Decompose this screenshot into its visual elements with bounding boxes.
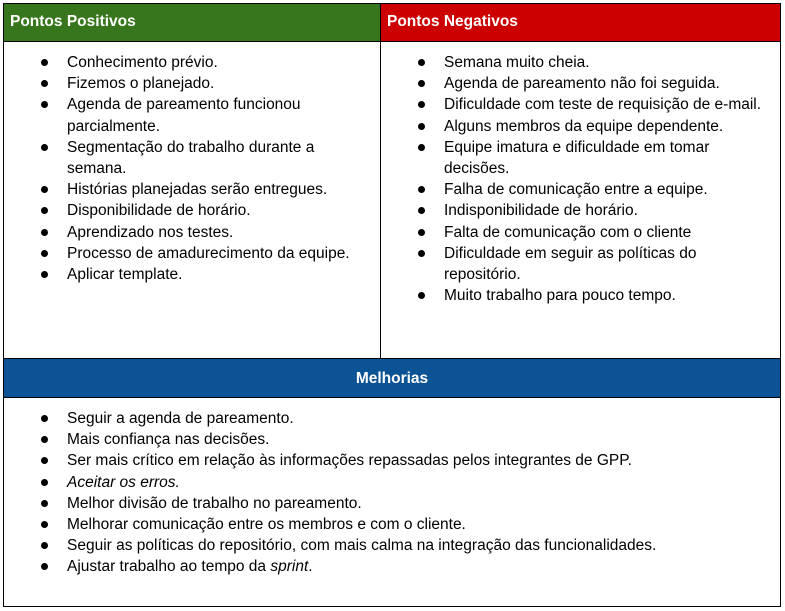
list-item: [4, 200, 380, 221]
list-item-text: Aprendizado nos testes.: [67, 223, 234, 241]
list-item: [381, 179, 780, 200]
bullet-icon: [41, 101, 48, 108]
list-item-text: Falta de comunicação com o cliente: [444, 223, 692, 241]
list-item: [4, 556, 780, 577]
negative-points-cell: [380, 42, 780, 358]
list-item-text: Fizemos o planejado.: [67, 75, 215, 93]
bullet-icon: [41, 542, 48, 549]
list-item: [4, 408, 780, 429]
list-item-text: Histórias planejadas serão entregues.: [67, 181, 328, 199]
list-item: [4, 94, 380, 136]
list-item: [4, 137, 380, 179]
bullet-icon: [41, 207, 48, 214]
list-item-text: Melhor divisão de trabalho no pareamento.: [67, 494, 362, 512]
list-item: [4, 222, 380, 243]
list-item: [4, 73, 380, 94]
list-item: [4, 52, 380, 73]
list-item: [4, 179, 380, 200]
positive-points-header: Pontos Positivos: [4, 4, 380, 42]
list-item-text: Dificuldade em seguir as políticas do repositório.: [444, 244, 697, 284]
positive-points-list: [4, 52, 380, 285]
list-item: [381, 137, 780, 179]
bullet-icon: [418, 59, 425, 66]
list-item: [4, 450, 780, 471]
list-item-text: Agenda de pareamento não foi seguida.: [444, 75, 720, 93]
list-item-text: Processo de amadurecimento da equipe.: [67, 244, 350, 262]
list-item-text: Mais confiança nas decisões.: [67, 431, 270, 449]
bullet-icon: [41, 415, 48, 422]
list-item: [381, 285, 780, 306]
negative-points-header: Pontos Negativos: [380, 4, 780, 42]
bullet-icon: [41, 563, 48, 570]
list-item-text: Alguns membros da equipe dependente.: [444, 117, 724, 135]
bullet-icon: [41, 186, 48, 193]
bullet-icon: [418, 207, 425, 214]
list-item-text: Indisponibilidade de horário.: [444, 202, 638, 220]
positive-points-cell: [4, 42, 380, 358]
bullet-icon: [41, 436, 48, 443]
bullet-icon: [41, 229, 48, 236]
list-item-text-prefix: Ajustar trabalho ao tempo da: [67, 558, 271, 576]
bullet-icon: [41, 271, 48, 278]
bullet-icon: [41, 59, 48, 66]
list-item-text: Seguir as políticas do repositório, com mais calma na integração das funcionalidades.: [67, 537, 657, 555]
list-item: [381, 243, 780, 285]
bullet-icon: [41, 144, 48, 151]
list-item: [4, 493, 780, 514]
bullet-icon: [418, 186, 425, 193]
bullet-icon: [418, 292, 425, 299]
list-item-text: Equipe imatura e dificuldade em tomar decisões.: [444, 138, 710, 178]
improvements-list: [4, 408, 780, 578]
list-item-text: Melhorar comunicação entre os membros e com o cliente.: [67, 516, 466, 534]
list-item: [381, 73, 780, 94]
list-item: [381, 222, 780, 243]
list-item-text: Ser mais crítico em relação às informações repassadas pelos integrantes de GPP.: [67, 452, 632, 470]
list-item-text: Agenda de pareamento funcionou parcialmente.: [67, 96, 301, 135]
bullet-icon: [41, 80, 48, 87]
list-item-text: Aplicar template.: [67, 266, 183, 284]
list-item-text: Falha de comunicação entre a equipe.: [444, 181, 708, 199]
list-item-text: Segmentação do trabalho durante a semana.: [67, 138, 315, 178]
list-item-text: Semana muito cheia.: [444, 54, 590, 71]
bullet-icon: [41, 500, 48, 507]
list-item-text: Aceitar os erros.: [67, 473, 180, 491]
bullet-icon: [41, 250, 48, 257]
retrospective-table: [3, 3, 781, 607]
list-item: [4, 429, 780, 450]
list-item: [4, 264, 380, 285]
list-item: [381, 94, 780, 115]
list-item: [4, 514, 780, 535]
bullet-icon: [418, 250, 425, 257]
list-item-text-suffix: .: [308, 558, 313, 576]
list-item-text: Disponibilidade de horário.: [67, 202, 251, 220]
list-item: [381, 116, 780, 137]
list-item-text: Dificuldade com teste de requisição de e-mail.: [444, 96, 762, 114]
list-item: [4, 243, 380, 264]
improvements-cell: [4, 398, 780, 606]
bullet-icon: [41, 521, 48, 528]
bullet-icon: [418, 101, 425, 108]
list-item-text: Conhecimento prévio.: [67, 54, 218, 71]
bullet-icon: [418, 123, 425, 130]
negative-points-list: [381, 52, 780, 306]
improvements-header: Melhorias: [4, 358, 780, 398]
list-item: [381, 200, 780, 221]
bullet-icon: [418, 144, 425, 151]
list-item: [381, 52, 780, 73]
bullet-icon: [41, 457, 48, 464]
bullet-icon: [418, 229, 425, 236]
list-item-text: Muito trabalho para pouco tempo.: [444, 287, 676, 305]
list-item: [4, 535, 780, 556]
bullet-icon: [418, 80, 425, 87]
list-item-text: Seguir a agenda de pareamento.: [67, 410, 294, 427]
list-item-text-emphasis: sprint: [270, 558, 309, 576]
bullet-icon: [41, 479, 48, 486]
list-item: [4, 472, 780, 493]
